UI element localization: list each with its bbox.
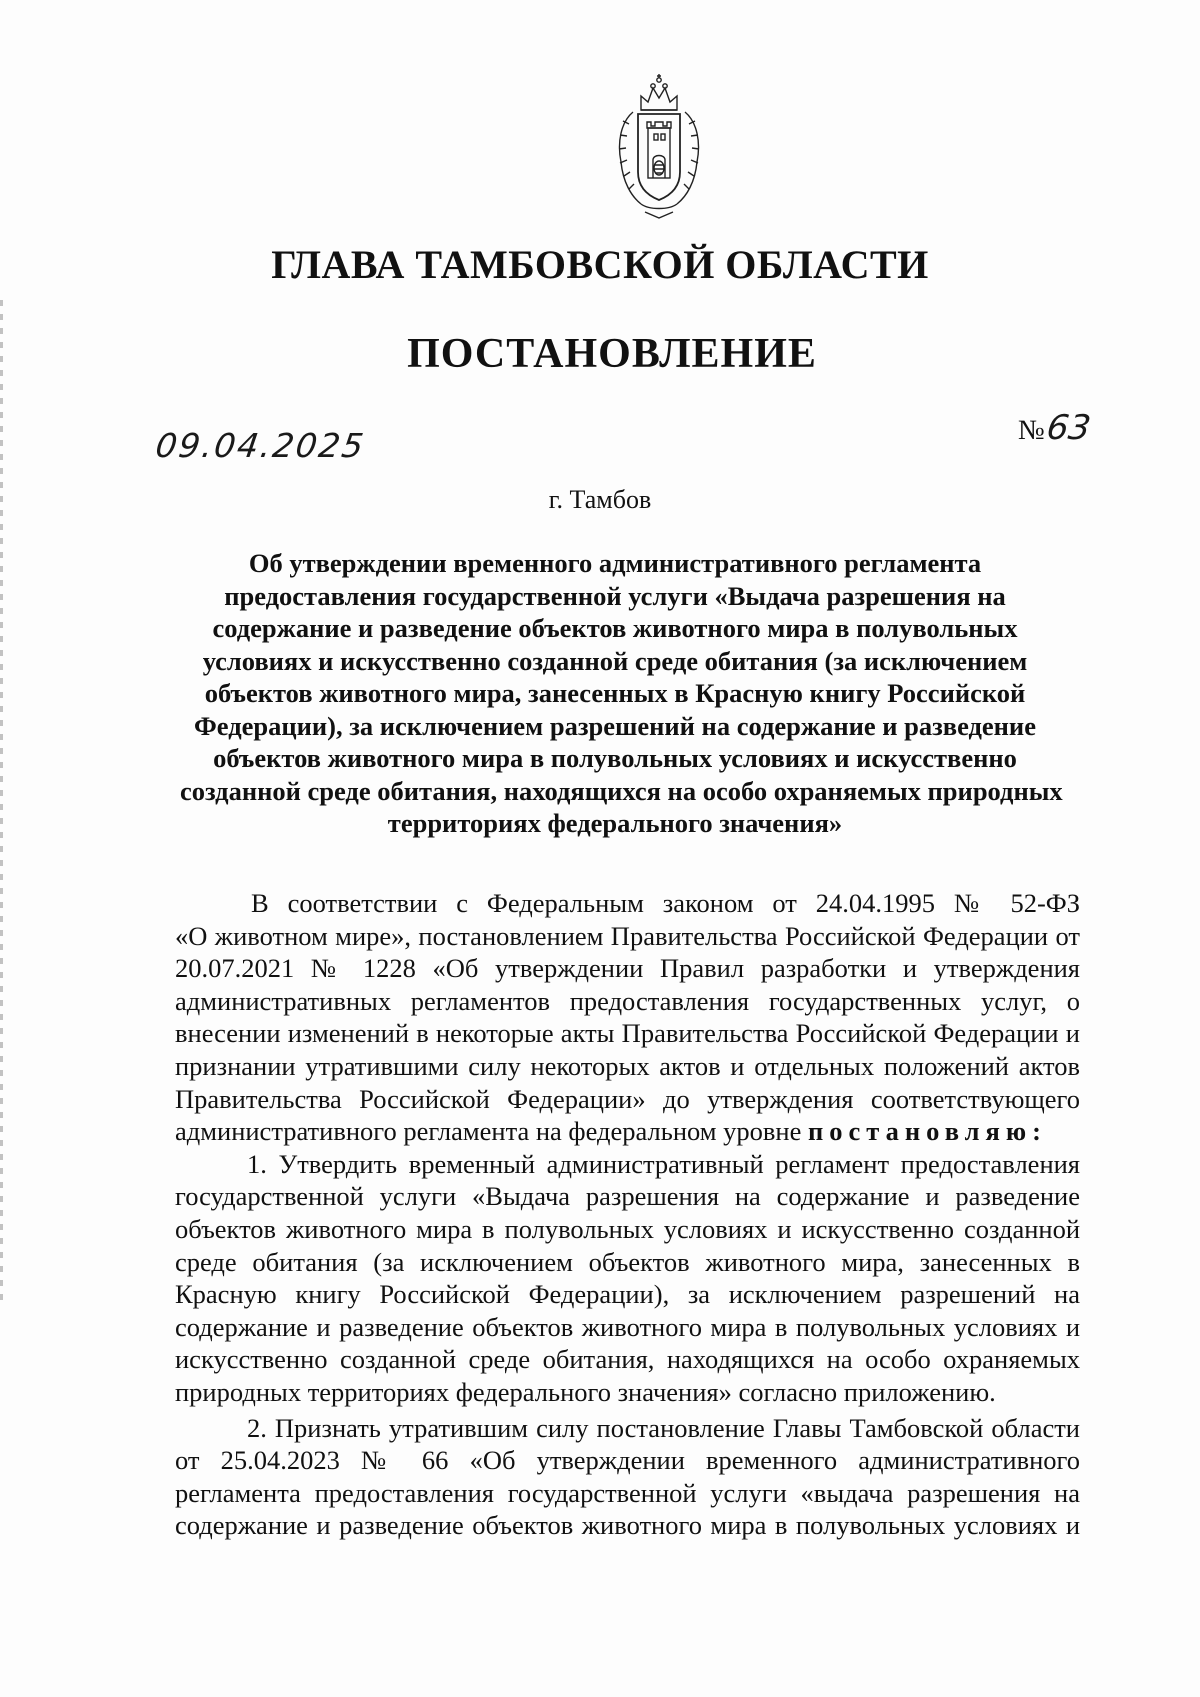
scan-edge-artifact <box>0 300 3 1300</box>
issuing-authority-title: ГЛАВА ТАМБОВСКОЙ ОБЛАСТИ <box>271 242 929 287</box>
subject-line: объектов животного мира, занесенных в Красную книгу Российской <box>204 678 1026 708</box>
preamble-line: признании утратившими силу некоторых актов и отдельных положений актов <box>175 1050 1080 1081</box>
item-2-line: содержание и разведение объектов животного мира в полувольных условиях и <box>175 1510 1080 1541</box>
document-subject <box>180 547 1063 840</box>
item-2-line: 2. Признать утратившим силу постановление Главы Тамбовской области <box>247 1412 1080 1443</box>
city-line: г. Тамбов <box>548 485 652 514</box>
handwritten-date: 09.04.2025 <box>153 426 368 465</box>
resolve-word: постановляю <box>807 1116 1033 1147</box>
item-1-line: Красную книгу Российской Федерации), за исключением разрешений на <box>175 1279 1080 1310</box>
subject-line: объектов животного мира в полувольных условиях и искусственно <box>213 743 1017 773</box>
item-1-line: содержание и разведение объектов животного мира в полувольных условиях и <box>175 1311 1080 1342</box>
preamble-line: внесении изменений в некоторые акты Правительства Российской Федерации и <box>175 1018 1080 1049</box>
subject-line: созданной среде обитания, находящихся на особо охраняемых природных <box>180 775 1063 806</box>
subject-line: предоставления государственной услуги «Выдача разрешения на <box>224 580 1006 611</box>
subject-line: содержание и разведение объектов животного мира в полувольных <box>212 613 1018 643</box>
preamble-last-text: административного регламента на федеральном уровне <box>175 1116 802 1147</box>
number-sign: № <box>1018 415 1045 446</box>
document-type-title: ПОСТАНОВЛЕНИЕ <box>407 331 817 377</box>
item-1-line: 1. Утвердить временный административный регламент предоставления <box>247 1148 1080 1179</box>
item-1-line: искусственно созданной среде обитания, находящихся на особо охраняемых <box>175 1344 1080 1375</box>
subject-line: Федерации), за исключением разрешений на содержание и разведение <box>194 710 1036 741</box>
preamble-line: 20.07.2021 № 1228 «Об утверждении Правил разработки и утверждения <box>175 953 1080 984</box>
subject-line: условиях и искусственно созданной среде обитания (за исключением <box>202 645 1028 676</box>
item-1-line: среде обитания (за исключением объектов животного мира, занесенных в <box>175 1246 1080 1277</box>
item-2-line: от 25.04.2023 № 66 «Об утверждении временного административного <box>175 1445 1080 1476</box>
item-1-line: государственной услуги «Выдача разрешения на содержание и разведение <box>175 1181 1080 1212</box>
resolve-colon: : <box>1032 1116 1041 1147</box>
document-number <box>1018 408 1093 448</box>
preamble-line: В соответствии с Федеральным законом от 24.04.1995 № 52-ФЗ <box>251 888 1080 918</box>
preamble-line: Правительства Российской Федерации» до утверждения соответствующего <box>175 1083 1080 1114</box>
subject-line: Об утверждении временного административного регламента <box>248 548 982 578</box>
preamble-line: «О животном мире», постановлением Правительства Российской Федерации от <box>175 920 1080 951</box>
subject-line: территориях федерального значения» <box>387 808 843 838</box>
coat-of-arms-emblem-icon <box>611 72 707 222</box>
item-2-line: регламента предоставления государственной услуги «выдача разрешения на <box>175 1477 1080 1508</box>
document-body <box>175 887 1080 1542</box>
item-1-line: природных территориях федерального значения» согласно приложению. <box>175 1376 996 1407</box>
item-1-line: объектов животного мира в полувольных условиях и искусственно созданной <box>175 1213 1080 1244</box>
handwritten-number: 63 <box>1043 408 1093 448</box>
preamble-resolve-line <box>175 1115 1080 1148</box>
preamble-line: административных регламентов предоставления государственных услуг, о <box>175 985 1080 1016</box>
